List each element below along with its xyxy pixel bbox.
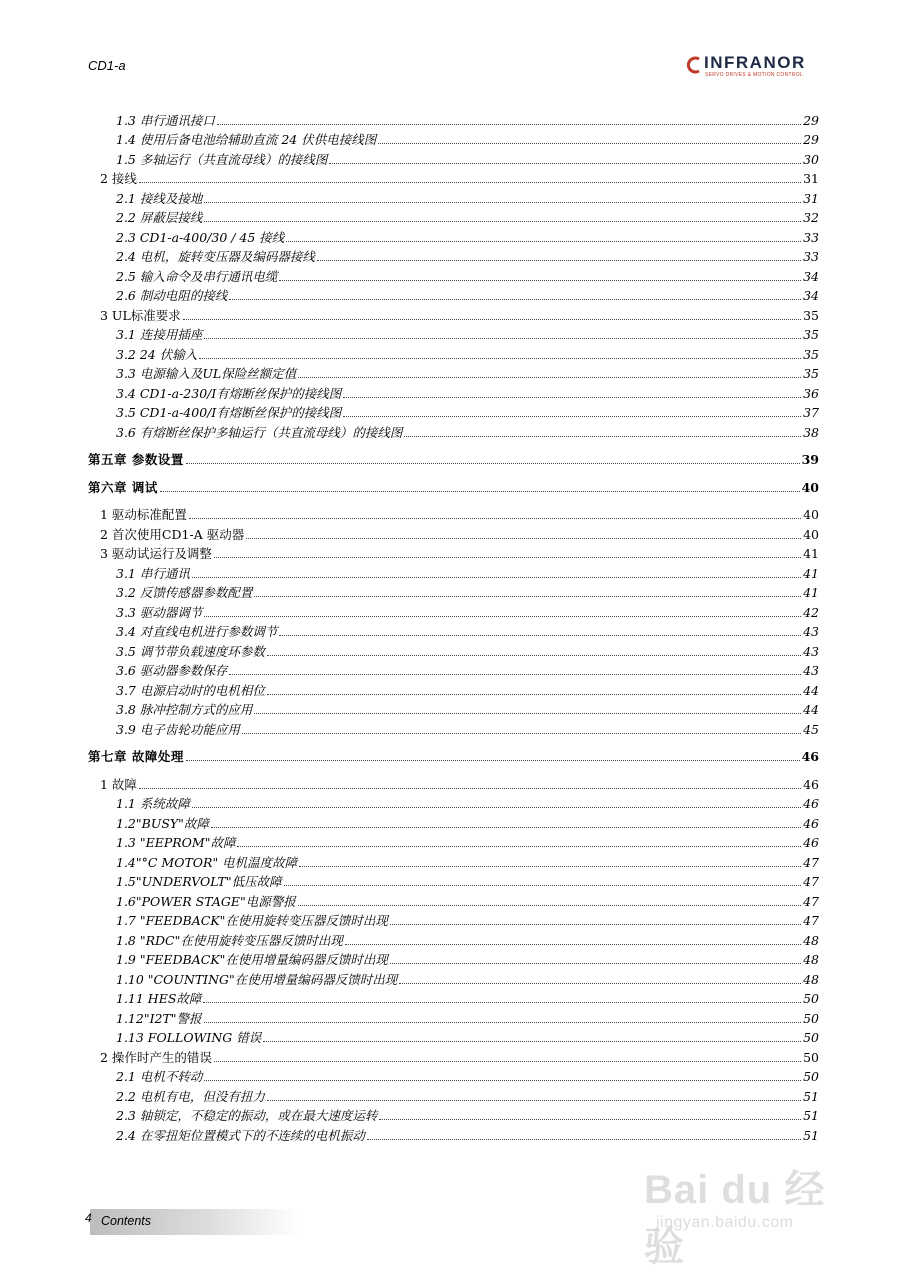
toc-entry[interactable] [88,870,819,890]
toc-entry-title: 1 故障 [100,776,137,792]
dot-leader [399,982,801,984]
watermark-main: Bai du 经验 [644,1168,826,1269]
toc-entry[interactable] [88,206,819,226]
infranor-logo [686,54,820,82]
toc-entry-title: 1.5"UNDERVOLT"低压故障 [116,874,282,889]
toc-entry-title: 1.13 FOLLOWING 错误 [116,1030,262,1045]
toc-entry-page: 38 [803,424,819,440]
toc-entry-page: 47 [803,874,819,889]
toc-entry-page: 35 [803,307,819,323]
toc-entry-title: 2.3 CD1-a-400/30 / 45 接线 [116,229,285,245]
toc-entry-page: 34 [803,268,819,284]
toc-entry-page: 41 [803,546,819,561]
dot-leader [186,462,800,464]
toc-entry-page: 34 [803,288,819,303]
toc-entry-page: 50 [803,1010,819,1026]
toc-entry-page: 46 [801,749,819,764]
toc-entry-page: 32 [803,210,819,225]
toc-entry-title: 1.1 系统故障 [116,796,190,811]
toc-entry-page: 42 [803,604,819,620]
toc-entry-page: 43 [803,643,819,659]
toc-entry-title: 3.5 CD1-a-400/I有熔断丝保护的接线图 [116,405,342,420]
dot-leader [267,1099,801,1101]
dot-leader [204,220,801,222]
toc-entry-title: 3.1 连接用插座 [116,327,203,342]
toc-entry-page: 35 [803,366,819,381]
dot-leader [345,943,801,945]
logo-text: INFRANOR [704,53,806,72]
toc-entry-page: 40 [801,479,819,495]
table-of-contents [88,108,819,1143]
toc-entry-title: 3.5 调节带负载速度环参数 [116,643,265,659]
toc-entry-page: 45 [803,721,819,737]
toc-entry[interactable] [88,128,819,148]
dot-leader [267,693,801,695]
toc-entry[interactable] [88,362,819,382]
toc-entry-page: 43 [803,663,819,678]
dot-leader [379,1118,801,1120]
dot-leader [189,517,801,519]
toc-entry-page: 35 [803,327,819,342]
toc-entry-title: 1.11 HES故障 [116,991,202,1006]
dot-leader [229,673,801,675]
dot-leader [404,435,801,437]
dot-leader [186,759,800,761]
toc-entry[interactable] [88,401,819,421]
dot-leader [139,181,801,183]
dot-leader [286,240,801,242]
toc-entry-page: 48 [803,971,819,987]
logo-mark-icon [686,56,702,74]
toc-entry-title: 第七章 故障处理 [88,749,184,764]
toc-entry[interactable] [88,1045,819,1065]
toc-entry-title: 3.2 反馈传感器参数配置 [116,585,253,600]
toc-entry-page: 51 [803,1108,819,1123]
dot-leader [317,259,801,261]
toc-entry-page: 44 [803,702,819,717]
toc-entry-page: 31 [803,190,819,206]
toc-entry-title: 第五章 参数设置 [88,452,184,467]
dot-leader [254,595,801,597]
toc-entry[interactable] [88,967,819,987]
toc-entry-title: 3 驱动试运行及调整 [100,546,212,561]
dot-leader [204,615,801,617]
toc-entry-page: 51 [803,1127,819,1143]
toc-entry-title: 2 首次使用CD1-A 驱动器 [100,526,245,542]
dot-leader [378,142,801,144]
dot-leader [242,732,801,734]
toc-entry[interactable] [88,342,819,362]
toc-entry-page: 50 [803,991,819,1006]
toc-entry-page: 47 [803,913,819,928]
dot-leader [267,654,801,656]
toc-entry-title: 3.6 驱动器参数保存 [116,663,228,678]
toc-entry[interactable] [88,600,819,620]
toc-entry-title: 3.4 CD1-a-230/I有熔断丝保护的接线图 [116,385,342,401]
toc-entry-title: 1.6"POWER STAGE"电源警报 [116,893,296,909]
toc-entry[interactable] [88,639,819,659]
toc-entry[interactable] [88,792,819,812]
toc-entry-title: 1.2"BUSY"故障 [116,815,209,831]
toc-entry[interactable] [88,522,819,542]
dot-leader [192,576,801,578]
toc-entry[interactable] [88,698,819,718]
watermark-url: jingyan.baidu.com [656,1214,794,1231]
toc-entry[interactable] [88,928,819,948]
toc-entry[interactable] [88,772,819,792]
toc-entry-page: 33 [803,249,819,264]
toc-entry[interactable] [88,542,819,562]
toc-entry-page: 40 [803,526,819,542]
toc-entry[interactable] [88,1026,819,1046]
toc-entry-title: 第六章 调试 [88,479,158,495]
toc-entry-title: 3.4 对直线电机进行参数调节 [116,624,278,639]
page-number: 4 [85,1211,92,1225]
dot-leader [343,396,801,398]
toc-entry-title: 3 UL标准要求 [100,307,181,323]
toc-entry-page: 50 [803,1030,819,1045]
dot-leader [298,904,801,906]
dot-leader [160,490,800,492]
toc-entry-page: 50 [803,1049,819,1065]
dot-leader [214,556,801,558]
toc-entry-title: 2.3 轴锁定，不稳定的振动，或在最大速度运转 [116,1108,378,1123]
dot-leader [204,1021,802,1023]
toc-entry-title: 3.8 脉冲控制方式的应用 [116,702,253,717]
toc-entry-title: 2.2 屏蔽层接线 [116,210,203,225]
toc-entry-page: 31 [803,171,819,186]
toc-entry-page: 47 [803,893,819,909]
toc-entry-page: 30 [803,151,819,167]
toc-entry[interactable] [88,678,819,698]
toc-entry-page: 46 [803,835,819,850]
dot-leader [390,923,801,925]
toc-entry-page: 48 [803,932,819,948]
toc-chapter-entry[interactable] [88,745,819,765]
toc-entry[interactable] [88,717,819,737]
toc-entry[interactable] [88,1084,819,1104]
dot-leader [204,201,801,203]
dot-leader [246,537,801,539]
toc-entry[interactable] [88,186,819,206]
toc-chapter-entry[interactable] [88,448,819,468]
toc-entry-title: 3.6 有熔断丝保护多轴运行（共直流母线）的接线图 [116,424,403,440]
dot-leader [284,884,801,886]
toc-chapter-entry[interactable] [88,475,819,495]
toc-entry-title: 2.1 接线及接地 [116,190,203,206]
toc-entry[interactable] [88,620,819,640]
dot-leader [299,865,801,867]
toc-entry-title: 2.1 电机不转动 [116,1069,203,1084]
dot-leader [203,1001,801,1003]
toc-entry-title: 1.8 "RDC"在使用旋转变压器反馈时出现 [116,932,343,948]
toc-entry-page: 50 [803,1069,819,1084]
toc-entry-page: 33 [803,229,819,245]
dot-leader [298,376,801,378]
toc-entry[interactable] [88,1006,819,1026]
toc-entry[interactable] [88,303,819,323]
toc-entry[interactable] [88,1123,819,1143]
toc-entry[interactable] [88,264,819,284]
toc-entry[interactable] [88,1065,819,1085]
logo-tagline: SERVO DRIVES & MOTION CONTROL [705,72,804,78]
toc-entry-title: 2 操作时产生的错误 [100,1049,212,1065]
toc-entry[interactable] [88,850,819,870]
dot-leader [263,1040,801,1042]
toc-entry[interactable] [88,831,819,851]
toc-entry[interactable] [88,561,819,581]
dot-leader [139,787,801,789]
toc-entry[interactable] [88,1104,819,1124]
toc-entry-title: 1.7 "FEEDBACK"在使用旋转变压器反馈时出现 [116,913,388,928]
toc-entry-title: 1.10 "COUNTING"在使用增量编码器反馈时出现 [116,971,398,987]
toc-entry-page: 46 [803,796,819,811]
toc-entry-page: 46 [803,815,819,831]
dot-leader [367,1138,801,1140]
toc-entry[interactable] [88,581,819,601]
toc-entry-page: 51 [803,1088,819,1104]
toc-entry-page: 47 [803,854,819,870]
toc-entry[interactable] [88,381,819,401]
toc-entry-page: 29 [803,112,819,128]
toc-entry-title: 2.5 输入命令及串行通讯电缆 [116,268,278,284]
toc-entry-title: 1.4"°C MOTOR" 电机温度故障 [116,854,298,870]
dot-leader [279,634,801,636]
toc-entry-page: 29 [803,132,819,147]
toc-entry[interactable] [88,167,819,187]
toc-entry[interactable] [88,987,819,1007]
toc-entry-page: 35 [803,346,819,362]
toc-entry[interactable] [88,108,819,128]
toc-entry-page: 48 [803,952,819,967]
dot-leader [343,415,801,417]
toc-entry[interactable] [88,284,819,304]
dot-leader [199,357,801,359]
toc-entry[interactable] [88,225,819,245]
toc-entry-title: 3.9 电子齿轮功能应用 [116,721,240,737]
dot-leader [254,712,801,714]
toc-entry[interactable] [88,503,819,523]
toc-entry[interactable] [88,245,819,265]
dot-leader [217,123,801,125]
toc-entry-page: 40 [803,507,819,522]
toc-entry[interactable] [88,811,819,831]
toc-entry[interactable] [88,889,819,909]
toc-entry-title: 1 驱动标准配置 [100,507,187,522]
toc-entry-title: 2.2 电机有电，但没有扭力 [116,1088,265,1104]
dot-leader [204,337,801,339]
toc-entry-title: 2.6 制动电阻的接线 [116,288,228,303]
toc-entry-title: 2.4 电机，旋转变压器及编码器接线 [116,249,315,264]
toc-entry[interactable] [88,323,819,343]
toc-entry-title: 2 接线 [100,171,137,186]
toc-entry[interactable] [88,659,819,679]
dot-leader [229,298,801,300]
toc-entry-title: 1.3 "EEPROM"故障 [116,835,236,850]
toc-entry-title: 3.1 串行通讯 [116,565,190,581]
document-code: CD1-a [88,58,126,73]
dot-leader [329,162,801,164]
toc-entry-title: 1.4 使用后备电池给辅助直流 24 伏供电接线图 [116,132,377,147]
dot-leader [237,845,801,847]
toc-entry-title: 3.7 电源启动时的电机相位 [116,682,265,698]
dot-leader [279,279,801,281]
toc-entry-page: 43 [803,624,819,639]
toc-entry[interactable] [88,420,819,440]
toc-entry-page: 39 [801,452,819,467]
dot-leader [192,806,801,808]
toc-entry-title: 1.5 多轴运行（共直流母线）的接线图 [116,151,328,167]
dot-leader [204,1079,801,1081]
footer-label: Contents [101,1214,152,1228]
toc-entry-page: 41 [803,565,819,581]
toc-entry-title: 2.4 在零扭矩位置模式下的不连续的电机振动 [116,1127,365,1143]
toc-entry-page: 37 [803,405,819,420]
toc-entry-title: 1.3 串行通讯接口 [116,112,215,128]
toc-entry-title: 1.9 "FEEDBACK"在使用增量编码器反馈时出现 [116,952,388,967]
toc-entry-page: 36 [803,385,819,401]
toc-entry-title: 3.3 驱动器调节 [116,604,203,620]
dot-leader [390,962,801,964]
baidu-watermark [640,1158,850,1269]
toc-entry-page: 44 [803,682,819,698]
toc-entry[interactable] [88,909,819,929]
dot-leader [214,1060,801,1062]
toc-entry-title: 3.2 24 伏输入 [116,346,198,362]
toc-entry-page: 41 [803,585,819,600]
toc-entry[interactable] [88,948,819,968]
toc-entry-title: 3.3 电源输入及UL保险丝额定值 [116,366,297,381]
toc-entry[interactable] [88,147,819,167]
toc-entry-title: 1.12"I2T"警报 [116,1010,202,1026]
toc-entry-page: 46 [803,776,819,792]
dot-leader [183,318,801,320]
dot-leader [211,826,801,828]
